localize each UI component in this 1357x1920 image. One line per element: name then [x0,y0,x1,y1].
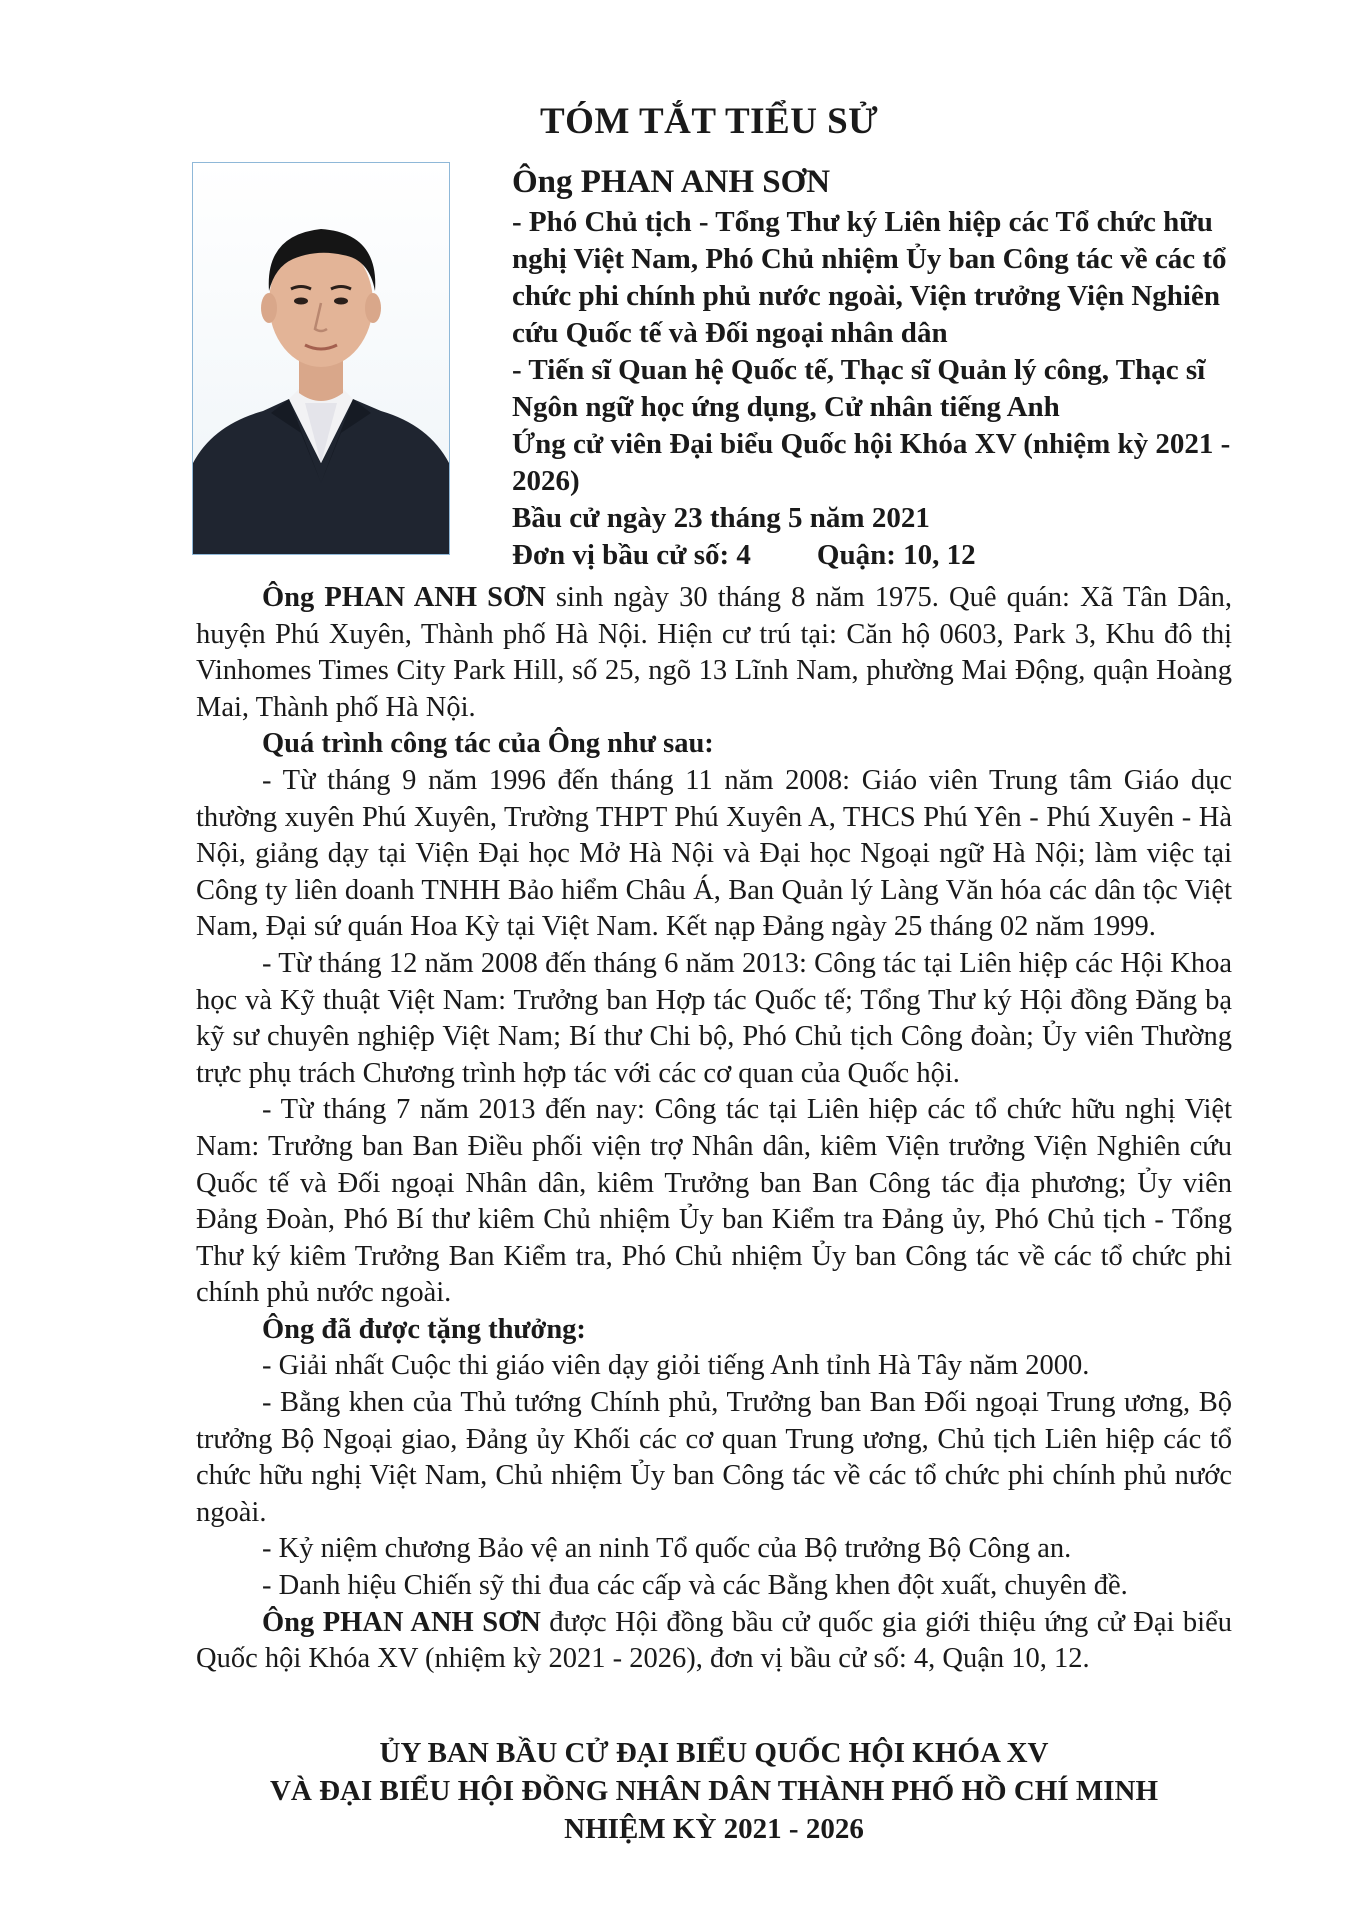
candidate-degrees: - Tiến sĩ Quan hệ Quốc tế, Thạc sĩ Quản lý công, Thạc sĩ Ngôn ngữ học ứng dụng, Cử nhân tiếng Anh [512,354,1206,423]
footer-line-1: ỦY BAN BẦU CỬ ĐẠI BIỂU QUỐC HỘI KHÓA XV [379,1737,1049,1769]
election-unit: Đơn vị bầu cử số: 4 [512,539,751,571]
career-heading: Quá trình công tác của Ông như sau: [262,728,714,760]
awards-heading: Ông đã được tặng thưởng: [262,1313,586,1345]
bio-closing-text: được Hội đồng bầu cử quốc gia giới thiệu ứng cử Đại biểu Quốc hội Khóa XV (nhiệm kỳ 2021 - 2026), đơn vị bầu cử số: 4, Quận 10, 12. [196,1606,1232,1675]
page-title: TÓM TẮT TIỂU SỬ [540,101,879,142]
biography-body [196,580,1232,1678]
issuing-committee [196,1734,1232,1848]
candidate-name: Ông PHAN ANH SƠN [512,164,831,200]
award-item-1: - Giải nhất Cuộc thi giáo viên dạy giỏi tiếng Anh tỉnh Hà Tây năm 2000. [262,1350,1090,1382]
award-item-2: - Bằng khen của Thủ tướng Chính phủ, Trưởng ban Ban Đối ngoại Trung ương, Bộ trưởng Bộ Ngoại giao, Đảng ủy Khối các cơ quan Trung ương, Chủ tịch Liên hiệp các tổ chức hữu nghị Việt Nam, Chủ nhiệm Ủy ban Công tác về các tổ chức phi chính phủ nước ngoài. [196,1387,1232,1528]
election-unit-row [512,537,1232,574]
election-district: Quận: 10, 12 [816,539,976,571]
election-date: Bầu cử ngày 23 tháng 5 năm 2021 [512,502,930,534]
career-item-3: - Từ tháng 7 năm 2013 đến nay: Công tác tại Liên hiệp các tổ chức hữu nghị Việt Nam: Trưởng ban Ban Điều phối viện trợ Nhân dân, kiêm Viện trưởng Viện Nghiên cứu Quốc tế và Đối ngoại Nhân dân, kiêm Trưởng ban Ban Công tác địa phương; Ủy viên Đảng Đoàn, Phó Bí thư kiêm Chủ nhiệm Ủy ban Kiểm tra Đảng ủy, Phó Chủ tịch - Tổng Thư ký kiêm Trưởng Ban Kiểm tra, Phó Chủ nhiệm Ủy ban Công tác về các tổ chức phi chính phủ nước ngoài. [196,1094,1232,1309]
candidate-candidacy: Ứng cử viên Đại biểu Quốc hội Khóa XV (nhiệm kỳ 2021 - 2026) [512,428,1231,497]
career-item-1: - Từ tháng 9 năm 1996 đến tháng 11 năm 2008: Giáo viên Trung tâm Giáo dục thường xuyên Phú Xuyên, Trường THPT Phú Xuyên A, THCS Phú Yên - Phú Xuyên - Hà Nội, giảng dạy tại Viện Đại học Mở Hà Nội và Đại học Ngoại ngữ Hà Nội; làm việc tại Công ty liên doanh TNHH Bảo hiểm Châu Á, Ban Quản lý Làng Văn hóa các dân tộc Việt Nam, Đại sứ quán Hoa Kỳ tại Việt Nam. Kết nạp Đảng ngày 25 tháng 02 năm 1999. [196,764,1232,943]
portrait-photo [192,162,450,555]
bio-intro-text: sinh ngày 30 tháng 8 năm 1975. Quê quán: Xã Tân Dân, huyện Phú Xuyên, Thành phố Hà Nội. Hiện cư trú tại: Căn hộ 0603, Park 3, Khu đô thị Vinhomes Times City Park Hill, số 25, ngõ 13 Lĩnh Nam, phường Mai Động, quận Hoàng Mai, Thành phố Hà Nội. [196,582,1232,723]
bio-closing-paragraph [196,1605,1232,1678]
bio-intro-paragraph [196,580,1232,726]
portrait-illustration [193,163,449,554]
footer-line-3: NHIỆM KỲ 2021 - 2026 [564,1813,864,1845]
candidate-header [512,160,1232,574]
bio-closing-name: Ông PHAN ANH SƠN [262,1606,541,1638]
footer-line-2: VÀ ĐẠI BIỂU HỘI ĐỒNG NHÂN DÂN THÀNH PHỐ HỒ CHÍ MINH [269,1775,1159,1807]
award-item-3: - Kỷ niệm chương Bảo vệ an ninh Tổ quốc của Bộ trưởng Bộ Công an. [262,1533,1072,1565]
award-item-4: - Danh hiệu Chiến sỹ thi đua các cấp và các Bằng khen đột xuất, chuyên đề. [262,1570,1128,1602]
candidate-position: - Phó Chủ tịch - Tổng Thư ký Liên hiệp các Tổ chức hữu nghị Việt Nam, Phó Chủ nhiệm Ủy ban Công tác về các tổ chức phi chính phủ nước ngoài, Viện trưởng Viện Nghiên cứu Quốc tế và Đối ngoại nhân dân [512,206,1227,349]
career-item-2: - Từ tháng 12 năm 2008 đến tháng 6 năm 2013: Công tác tại Liên hiệp các Hội Khoa học và Kỹ thuật Việt Nam: Trưởng ban Hợp tác Quốc tế; Tổng Thư ký Hội đồng Đăng bạ kỹ sư chuyên nghiệp Việt Nam; Bí thư Chi bộ, Phó Chủ tịch Công đoàn; Ủy viên Thường trực phụ trách Chương trình hợp tác với các cơ quan của Quốc hội. [196,947,1232,1089]
bio-intro-name: Ông PHAN ANH SƠN [262,582,546,613]
